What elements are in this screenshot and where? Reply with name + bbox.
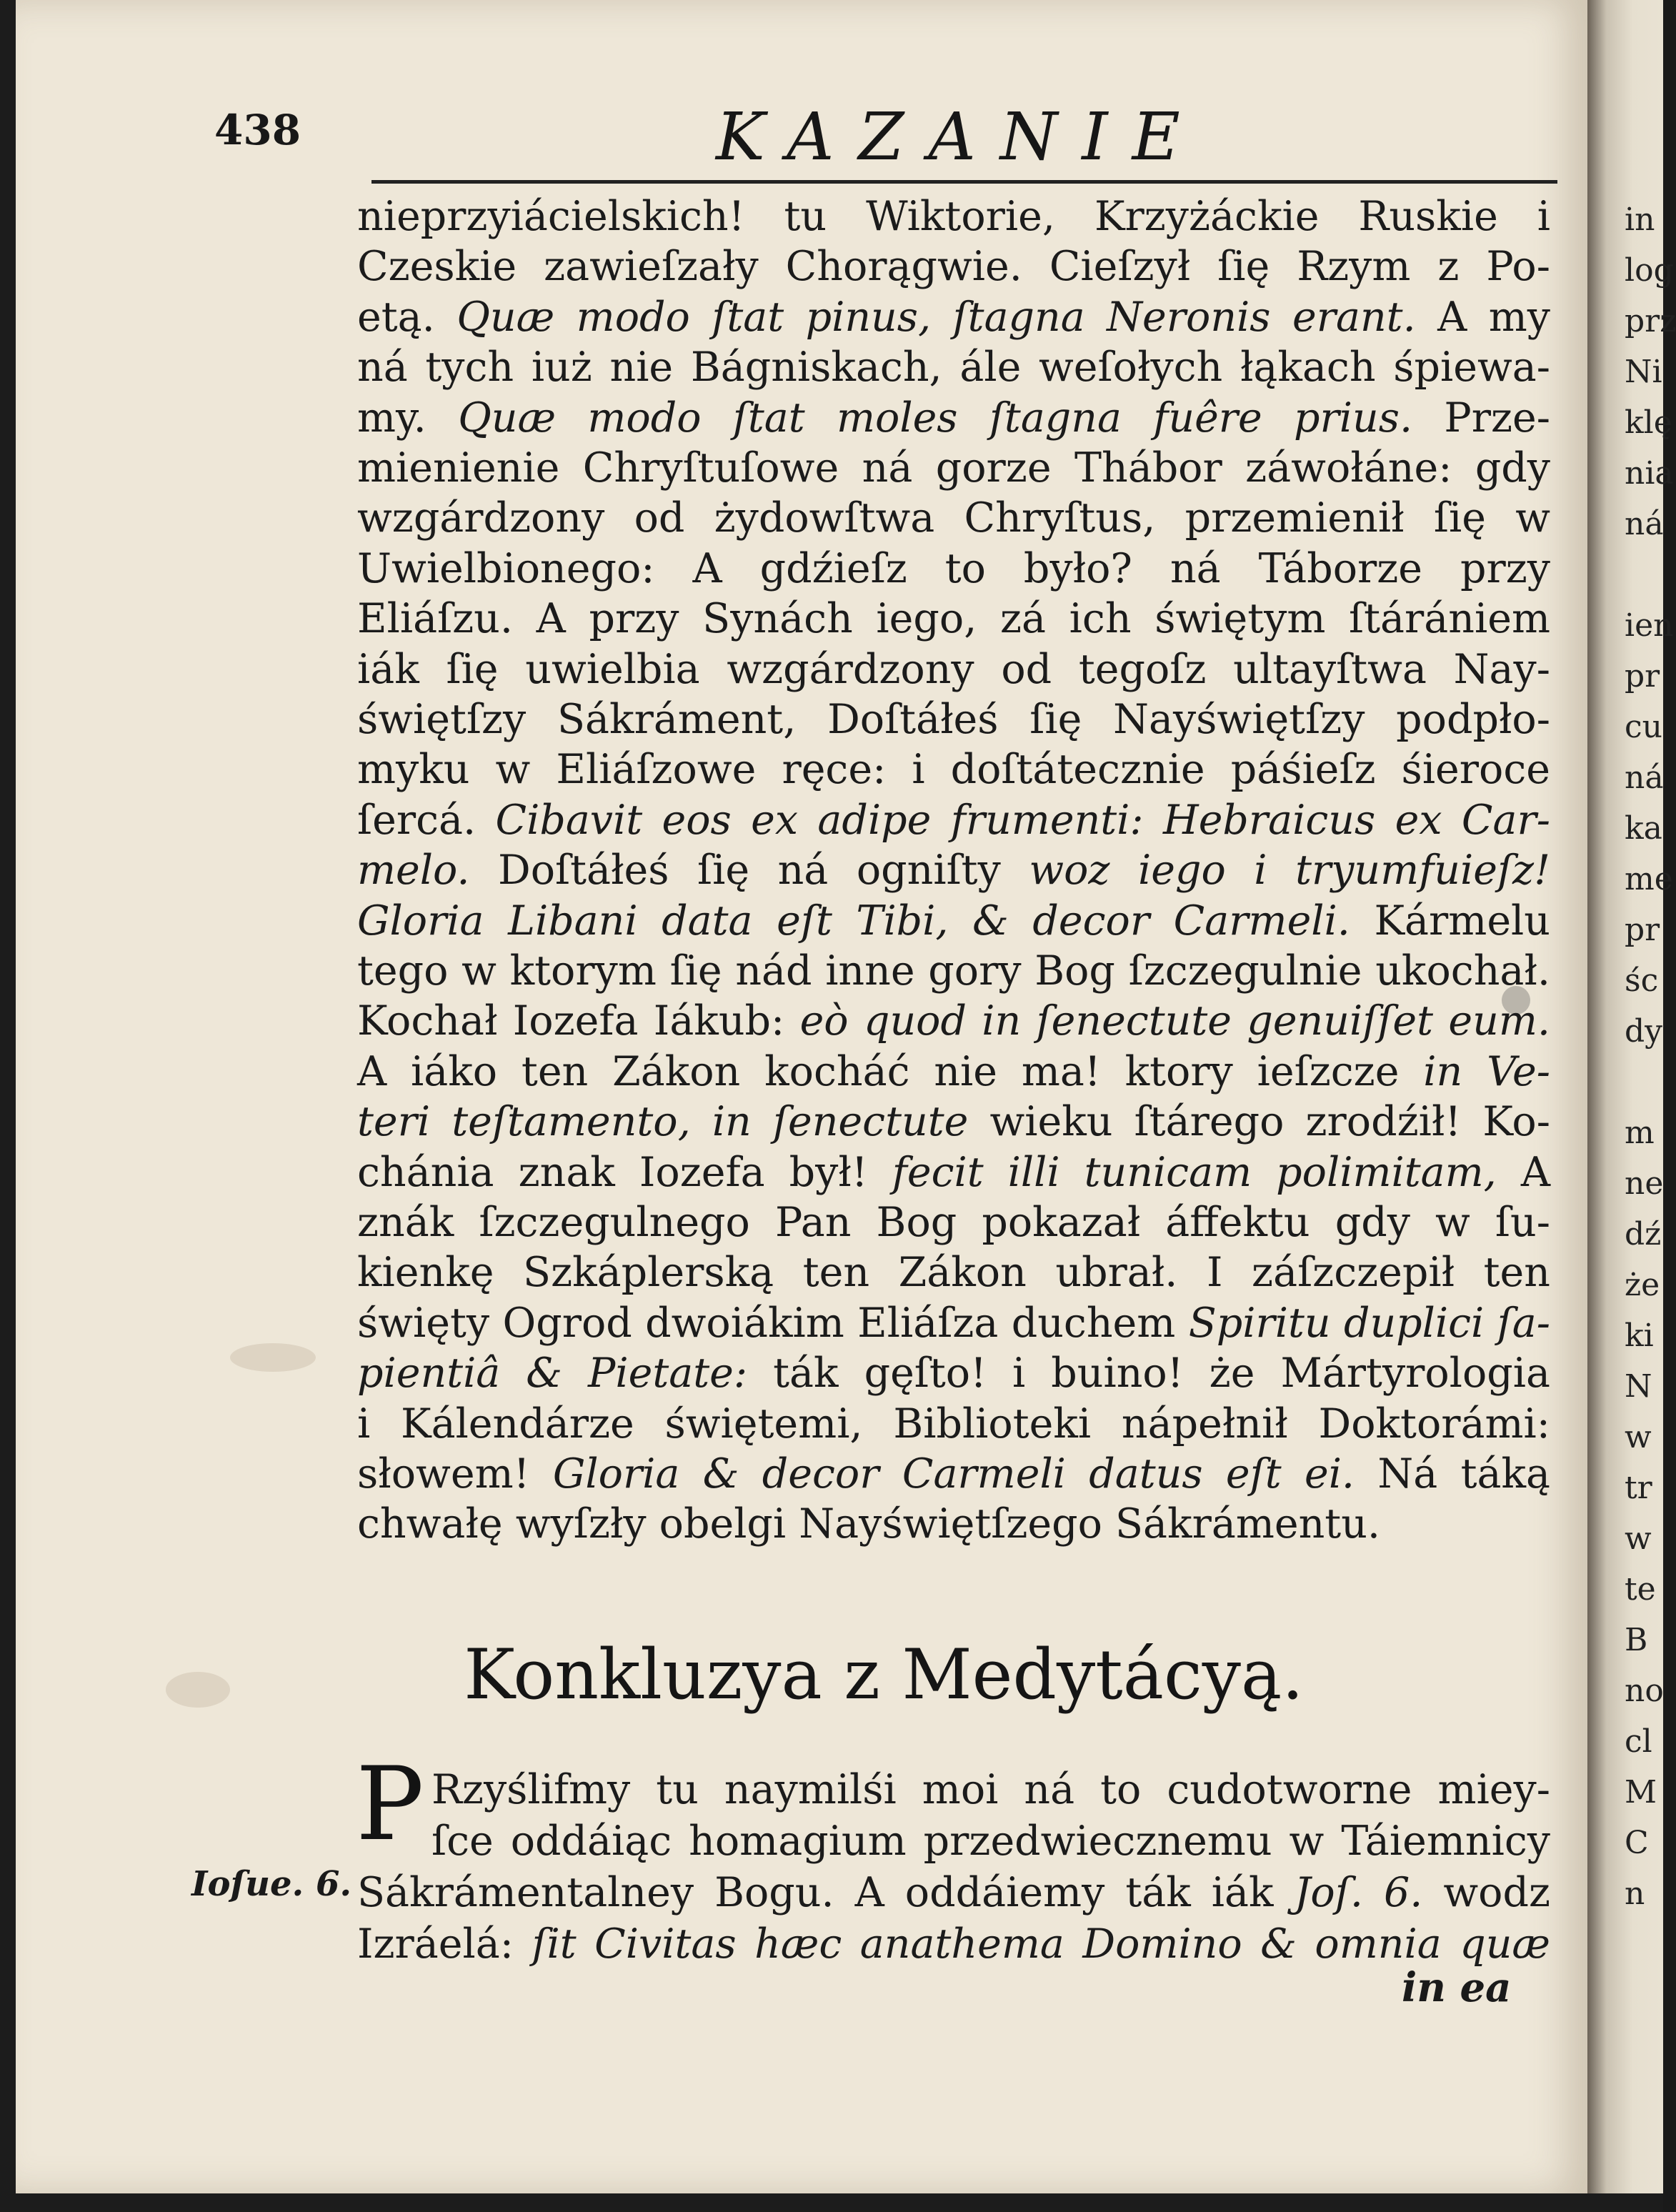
facing-page-fragment: prz xyxy=(1625,303,1676,339)
italic-text: Quæ modo ſtat moles ſtagna fuêre prius. xyxy=(458,394,1413,442)
body-text-line xyxy=(357,744,1550,794)
text-span: etą. xyxy=(357,293,457,341)
italic-text: Spiritu duplici ſa- xyxy=(1188,1299,1550,1347)
body-text-line xyxy=(357,241,1550,292)
text-span: świętſzy Sákráment, Doſtáłeś ſię Nayświętſzy podpło- xyxy=(357,696,1550,743)
italic-text: fecit illi tunicam polimitam, xyxy=(892,1148,1497,1196)
facing-page-edge xyxy=(1587,0,1676,2193)
facing-page-fragment: ki xyxy=(1625,1317,1654,1354)
facing-page-fragment: in xyxy=(1625,201,1655,238)
facing-page-fragment: te xyxy=(1625,1571,1656,1608)
body-text-line xyxy=(357,1298,1550,1348)
text-span: Doſtáłeś ſię ná ogniſty xyxy=(469,847,1029,895)
body-text-line xyxy=(357,292,1550,342)
text-span: Czeskie zawieſzały Chorągwie. Cieſzył ſię Rzym z Po- xyxy=(357,243,1550,291)
facing-page-fragment: w xyxy=(1625,1419,1652,1455)
body-text-line xyxy=(357,845,1550,895)
conclusion-text-line xyxy=(357,1868,1550,1918)
italic-text: melo. xyxy=(357,847,470,895)
italic-text: in Ve- xyxy=(1423,1047,1550,1095)
text-span: A xyxy=(1496,1148,1551,1196)
facing-page-fragment: śc xyxy=(1625,962,1659,999)
text-span: A my xyxy=(1415,293,1550,341)
facing-page-fragment: B xyxy=(1625,1622,1648,1658)
text-span: iák ſię uwielbia wzgárdzony od tegoſz ultayſtwa Nay- xyxy=(357,645,1550,693)
text-span: Uwielbionego: A gdźieſz to było? ná Táborze przy xyxy=(357,544,1550,592)
text-span: nieprzyiácielskich! tu Wiktorie, Krzyżáckie Ruskie i xyxy=(357,193,1550,240)
text-span: ſce oddáiąc homagium przedwiecznemu w Táiemnicy xyxy=(432,1818,1550,1865)
section-title: Konkluzya z Medytácyą. xyxy=(464,1635,1304,1715)
body-text-line xyxy=(357,594,1550,644)
facing-page-fragment: N xyxy=(1625,1368,1652,1405)
body-text-line xyxy=(357,1147,1550,1197)
italic-text: Gloria Libani data eſt Tibi, & decor Carmeli. xyxy=(357,897,1350,945)
italic-text: ſit Civitas hæc anathema Domino & omnia quæ xyxy=(532,1920,1551,1968)
body-text-line xyxy=(357,544,1550,594)
italic-text: Quæ modo ſtat pinus, ſtagna Neronis erant. xyxy=(457,293,1416,341)
text-span: Eliáſzu. A przy Synách iego, zá ich świętym ſtárániem xyxy=(357,595,1550,643)
facing-page-fragment: n xyxy=(1625,1875,1645,1912)
facing-page-fragment: ná xyxy=(1625,759,1664,796)
drop-cap: P xyxy=(356,1745,424,1863)
body-text-line xyxy=(357,1097,1550,1147)
running-head: KAZANIE xyxy=(716,99,1204,175)
catchword: in ea xyxy=(1402,1964,1512,2011)
italic-text: teri teſtamento, in ſenectute xyxy=(357,1098,969,1146)
text-span: chánia znak Iozefa był! xyxy=(357,1148,892,1196)
text-span: święty Ogrod dwoiákim Eliáſza duchem xyxy=(357,1299,1189,1347)
facing-page-fragment: M xyxy=(1625,1774,1657,1810)
facing-page-fragment: klę xyxy=(1625,404,1672,441)
italic-text: Gloria & decor Carmeli datus eſt ei. xyxy=(552,1450,1355,1498)
facing-page-fragment: cu xyxy=(1625,709,1662,745)
body-text-line xyxy=(357,393,1550,443)
italic-text: woz iego i tryumfuieſz! xyxy=(1029,847,1550,895)
text-span: ná tych iuż nie Bágniskach, ále weſołych łąkach śpiewa- xyxy=(357,344,1550,392)
body-text-line xyxy=(357,896,1550,946)
body-text-line xyxy=(357,443,1550,493)
body-text-line xyxy=(357,946,1550,996)
facing-page-fragment: tr xyxy=(1625,1470,1652,1506)
text-span: ták gęſto! i buino! że Mártyrologia xyxy=(747,1350,1550,1398)
facing-page-fragment: Ni xyxy=(1625,354,1662,390)
conclusion-text-line xyxy=(432,1765,1550,1815)
text-span: kienkę Szkáplerską ten Zákon ubrał. I záſzczepił ten xyxy=(357,1249,1550,1297)
text-span: wieku ſtárego zrodźił! Ko- xyxy=(968,1098,1551,1146)
facing-page-fragment: C xyxy=(1625,1825,1649,1861)
facing-page-fragment: pr xyxy=(1625,912,1660,948)
body-text-line xyxy=(357,342,1550,392)
body-text-line xyxy=(357,493,1550,543)
text-span: wodz xyxy=(1422,1869,1551,1916)
italic-text: eò quod in ſenectute genuiſſet eum. xyxy=(799,997,1550,1045)
body-text-line xyxy=(357,795,1550,845)
body-text-line xyxy=(357,191,1550,241)
text-span: chwałę wyſzły obelgi Nayświętſzego Sákrámentu. xyxy=(357,1500,1381,1548)
body-text-line xyxy=(357,644,1550,694)
facing-page-fragment: dy xyxy=(1625,1013,1663,1050)
text-span: słowem! xyxy=(357,1450,553,1498)
text-span: wzgárdzony od żydowſtwa Chryſtus, przemienił ſię w xyxy=(357,494,1550,542)
facing-page-fragment: nia xyxy=(1625,455,1674,492)
text-span: Sákrámentalney Bogu. A oddáiemy ták iák xyxy=(357,1869,1295,1916)
text-span: A iáko ten Zákon kocháć nie ma! ktory ieſzcze xyxy=(357,1047,1424,1095)
text-span: Ná táką xyxy=(1355,1450,1550,1498)
conclusion-text-line xyxy=(357,1919,1550,1969)
body-text-line xyxy=(357,1499,1550,1549)
book-page xyxy=(16,0,1587,2193)
facing-page-fragment: ka xyxy=(1625,810,1662,847)
text-span: Kochał Iozefa Iákub: xyxy=(357,997,800,1045)
page-number: 438 xyxy=(214,106,301,154)
facing-page-fragment: w xyxy=(1625,1520,1652,1557)
text-span: tego w ktorym ſię nád inne gory Bog ſzczegulnie ukochał. xyxy=(357,947,1550,995)
body-text-line xyxy=(357,694,1550,744)
text-span: mienienie Chryſtuſowe ná gorze Thábor záwołáne: gdy xyxy=(357,444,1550,492)
text-span: znák ſzczegulnego Pan Bog pokazał áffektu gdy w ſu- xyxy=(357,1199,1550,1246)
facing-page-fragment: m xyxy=(1625,1115,1655,1151)
body-text-line xyxy=(357,1247,1550,1297)
facing-page-fragment: pr xyxy=(1625,658,1660,694)
text-span: Izráelá: xyxy=(357,1920,532,1968)
text-span: Prze- xyxy=(1412,394,1551,442)
text-span: ſercá. xyxy=(357,796,496,844)
text-span: myku w Eliáſzowe ręce: i doſtátecznie páśieſz śieroce xyxy=(357,746,1550,794)
body-text-line xyxy=(357,996,1550,1046)
facing-page-fragment: że xyxy=(1625,1267,1660,1303)
italic-text: pientiâ & Pietate: xyxy=(357,1350,748,1398)
text-span: Kármelu xyxy=(1350,897,1551,945)
facing-page-fragment: ne xyxy=(1625,1165,1664,1202)
italic-text: Joſ. 6. xyxy=(1294,1869,1423,1916)
text-span: my. xyxy=(357,394,459,442)
facing-page-fragment: cl xyxy=(1625,1723,1652,1760)
body-text-line xyxy=(357,1197,1550,1247)
italic-text: Cibavit eos ex adipe frumenti: Hebraicus ex Car- xyxy=(495,796,1550,844)
facing-page-fragment: me xyxy=(1625,861,1673,897)
body-text-line xyxy=(357,1399,1550,1449)
facing-page-fragment: ien xyxy=(1625,607,1674,644)
margin-note: Ioſue. 6. xyxy=(191,1864,352,1904)
body-text-line xyxy=(357,1449,1550,1499)
text-span: Rzyślifmy tu naymilśi moi ná to cudotworne miey- xyxy=(432,1766,1550,1813)
facing-page-fragment: dź xyxy=(1625,1216,1662,1252)
text-span: i Kálendárze świętemi, Biblioteki nápełnił Doktorámi: xyxy=(357,1400,1550,1448)
body-text-line xyxy=(357,1047,1550,1097)
facing-page-fragment: log xyxy=(1625,252,1674,289)
facing-page-fragment: ná xyxy=(1625,506,1664,542)
facing-page-fragment: no xyxy=(1625,1673,1664,1709)
body-text-line xyxy=(357,1348,1550,1398)
conclusion-text-line xyxy=(432,1816,1550,1866)
